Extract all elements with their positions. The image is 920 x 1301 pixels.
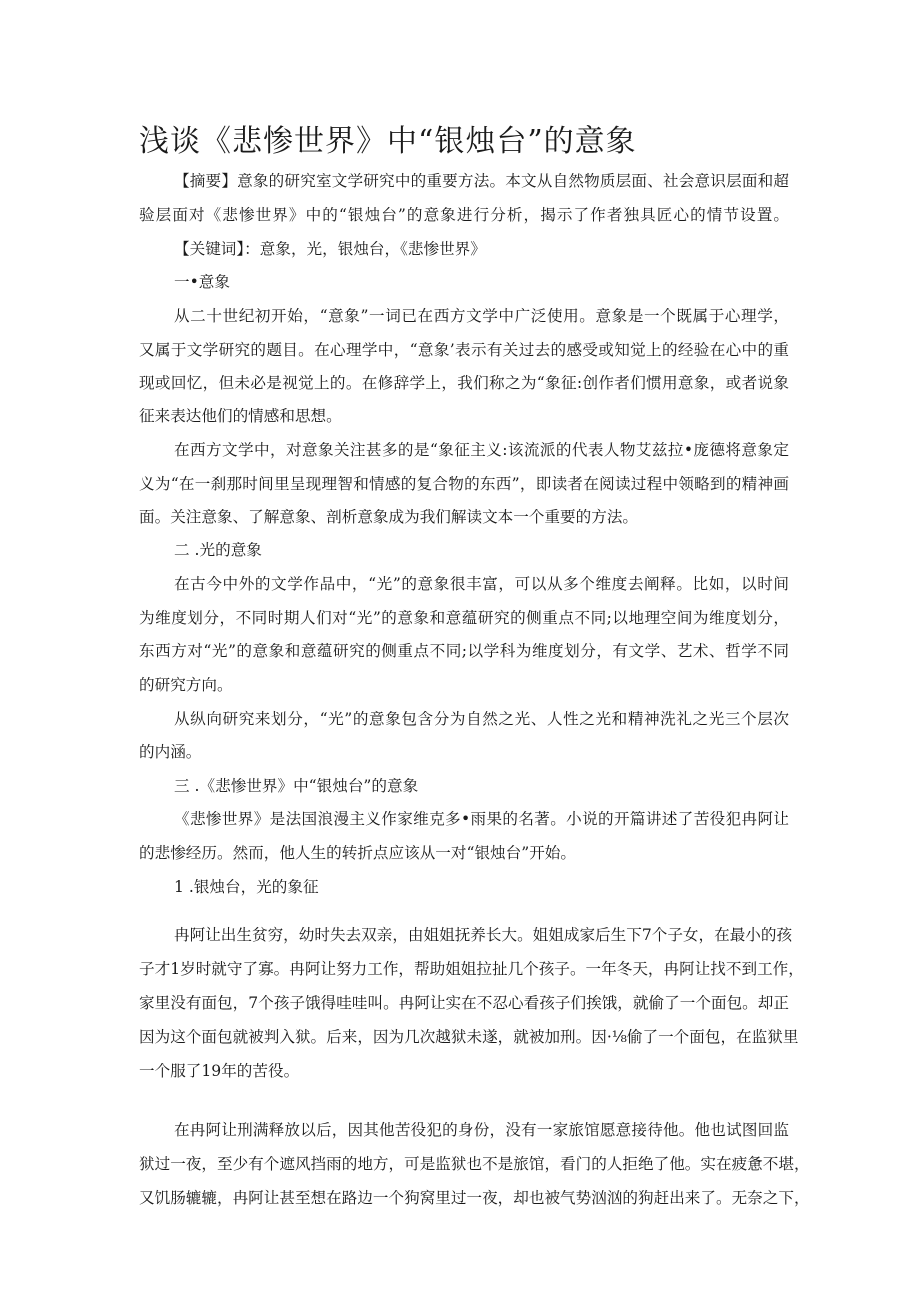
paragraph-line: 从二十世纪初开始，“意象”一词已在西方文学中广泛使用。意象是一个既属于心理学， (174, 307, 789, 325)
section-heading: 一•意象 (174, 273, 230, 291)
paragraph-line: 又饥肠辘辘，冉阿让甚至想在路边一个狗窝里过一夜，却也被气势汹汹的狗赶出来了。无奈之下， (139, 1189, 810, 1207)
subsection-heading: 1 .银烛台，光的象征 (174, 878, 319, 896)
paragraph-line: 征来表达他们的情感和思想。 (139, 407, 342, 425)
paragraph-line: 现或回忆，但未必是视觉上的。在修辞学上，我们称之为“象征:创作者们惯用意象，或者说象 (139, 374, 789, 392)
keywords: 【关键词】：意象，光，银烛台，《悲惨世界》 (174, 240, 486, 258)
paragraph-line: 因为这个面包就被判入狱。后来，因为几次越狱未遂，就被加刑。因·⅛偷了一个面包，在监狱里 (139, 1028, 799, 1046)
paragraph-line: 一个服了19年的苦役。 (139, 1062, 300, 1080)
paragraph-line: 面。关注意象、了解意象、剖析意象成为我们解读文本一个重要的方法。 (139, 508, 639, 526)
paragraph-line: 义为“在一刹那时间里呈现理智和情感的复合物的东西”，即读者在阅读过程中领略到的精神画 (139, 475, 789, 493)
section-heading: 二 .光的意象 (174, 541, 262, 559)
paragraph-line: 《悲惨世界》是法国浪漫主义作家维克多•雨果的名著。小说的开篇讲述了苦役犯冉阿让 (174, 810, 789, 828)
section-heading: 三 .《悲惨世界》中“银烛台”的意象 (174, 777, 419, 795)
abstract-line: 验层面对《悲惨世界》中的“银烛台”的意象进行分析，揭示了作者独具匠心的情节设置。 (139, 206, 789, 224)
paragraph-line: 在西方文学中，对意象关注甚多的是“象征主义:该流派的代表人物艾兹拉•庞德将意象定 (174, 441, 789, 459)
paragraph-line: 冉阿让出生贫穷，幼时失去双亲，由姐姐抚养长大。姐姐成家后生下7个子女，在最小的孩 (174, 926, 793, 944)
paragraph-line: 又属于文学研究的题目。在心理学中，“意象’表示有关过去的感受或知觉上的经验在心中的重 (139, 341, 789, 359)
paragraph-line: 东西方对“光”的意象和意蕴研究的侧重点不同;以学科为维度划分，有文学、艺术、哲学不同 (139, 642, 789, 660)
abstract-line: 【摘要】意象的研究室文学研究中的重要方法。本文从自然物质层面、社会意识层面和超 (174, 172, 789, 190)
paragraph-line: 为维度划分，不同时期人们对“光”的意象和意蕴研究的侧重点不同;以地理空间为维度划分， (139, 609, 789, 627)
paragraph-line: 狱过一夜，至少有个遮风挡雨的地方，可是监狱也不是旅馆，看门的人拒绝了他。实在疲惫不堪， (139, 1155, 810, 1173)
paragraph-line: 在古今中外的文学作品中，“光”的意象很丰富，可以从多个维度去阐释。比如，以时间 (174, 575, 789, 593)
paragraph-line: 的研究方向。 (139, 676, 233, 694)
paragraph-line: 子才1岁时就守了寡。冉阿让努力工作，帮助姐姐拉扯几个孩子。一年冬天，冉阿让找不到工作， (139, 960, 804, 978)
paragraph-line: 在冉阿让刑满释放以后，因其他苦役犯的身份，没有一家旅馆愿意接待他。他也试图回监 (174, 1121, 789, 1139)
paragraph-line: 的悲惨经历。然而，他人生的转折点应该从一对“银烛台”开始。 (139, 844, 576, 862)
paragraph-line: 家里没有面包，7个孩子饿得哇哇叫。冉阿让实在不忍心看孩子们挨饿，就偷了一个面包。却正 (139, 994, 789, 1012)
paragraph-line: 从纵向研究来划分，“光”的意象包含分为自然之光、人性之光和精神洗礼之光三个层次 (174, 710, 789, 728)
paragraph-line: 的内涵。 (139, 743, 202, 761)
article-title: 浅谈《悲惨世界》中“银烛台”的意象 (139, 124, 637, 159)
